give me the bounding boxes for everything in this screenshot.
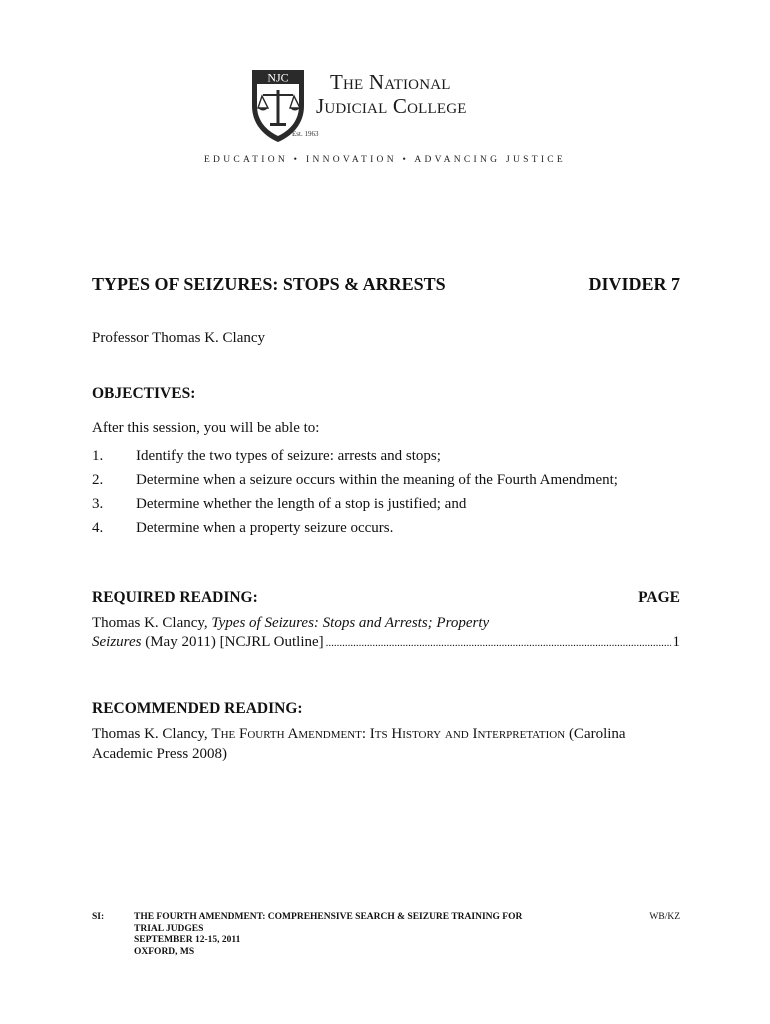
objective-item	[92, 446, 692, 470]
divider-label: DIVIDER 7	[588, 274, 680, 294]
required-reading-author: Thomas K. Clancy,	[92, 615, 212, 631]
objective-number: 2.	[92, 472, 104, 488]
recommended-reading-author: Thomas K. Clancy,	[92, 726, 212, 742]
required-reading-line2	[92, 633, 680, 653]
footer-line: OXFORD, MS	[134, 946, 195, 957]
objective-item	[92, 518, 692, 542]
objective-number: 4.	[92, 520, 104, 536]
recommended-reading-title: The Fourth Amendment: Its History and Interpretation	[211, 726, 566, 742]
leader-dots	[326, 633, 671, 653]
required-reading-line1	[92, 614, 680, 633]
objectives-intro: After this session, you will be able to:	[92, 420, 320, 436]
objective-number: 1.	[92, 448, 104, 464]
objectives-list	[92, 446, 692, 542]
required-reading-heading: REQUIRED READING:	[92, 589, 258, 606]
njc-logo	[248, 66, 538, 146]
established-year: Est. 1963	[292, 130, 319, 138]
page-title: TYPES OF SEIZURES: STOPS & ARRESTS	[92, 274, 446, 294]
objective-item	[92, 470, 692, 494]
required-reading-title-end: Seizures	[92, 634, 142, 650]
org-name-line1: The National	[330, 70, 451, 94]
objective-text: Determine when a seizure occurs within the meaning of the Fourth Amendment;	[136, 472, 618, 488]
page-column-heading: PAGE	[638, 589, 680, 606]
required-reading-title: Types of Seizures: Stops and Arrests; Property	[211, 615, 490, 631]
tagline: EDUCATION • INNOVATION • ADVANCING JUSTICE	[203, 155, 567, 165]
required-reading-page: 1	[672, 634, 680, 650]
recommended-reading-publisher: (Carolina Academic Press 2008)	[92, 726, 626, 762]
objective-number: 3.	[92, 496, 104, 512]
footer-code: WB/KZ	[649, 912, 680, 922]
svg-text:NJC: NJC	[267, 70, 289, 84]
organization-name	[316, 70, 467, 118]
required-reading-entry	[92, 614, 680, 653]
footer-line: SEPTEMBER 12-15, 2011	[134, 935, 241, 945]
required-reading-details: (May 2011) [NCJRL Outline]	[141, 634, 324, 650]
professor-name: Professor Thomas K. Clancy	[92, 330, 266, 346]
njc-monogram	[254, 70, 302, 84]
footer-line: TRIAL JUDGES	[134, 923, 204, 934]
objective-text: Determine when a property seizure occurs.	[136, 520, 394, 536]
recommended-reading-entry	[92, 724, 680, 764]
objectives-heading: OBJECTIVES:	[92, 385, 196, 402]
objective-text: Identify the two types of seizure: arrests and stops;	[136, 448, 441, 464]
required-reading-title-cont	[92, 633, 324, 652]
footer-label: SI:	[92, 912, 105, 922]
org-name-line2: Judicial College	[316, 94, 467, 118]
footer-course-info	[134, 912, 574, 958]
objective-text: Determine whether the length of a stop is justified; and	[136, 496, 467, 512]
footer-line: THE FOURTH AMENDMENT: COMPREHENSIVE SEARCH & SEIZURE TRAINING FOR	[134, 912, 523, 922]
objective-item	[92, 494, 692, 518]
recommended-reading-heading: RECOMMENDED READING:	[92, 700, 303, 717]
